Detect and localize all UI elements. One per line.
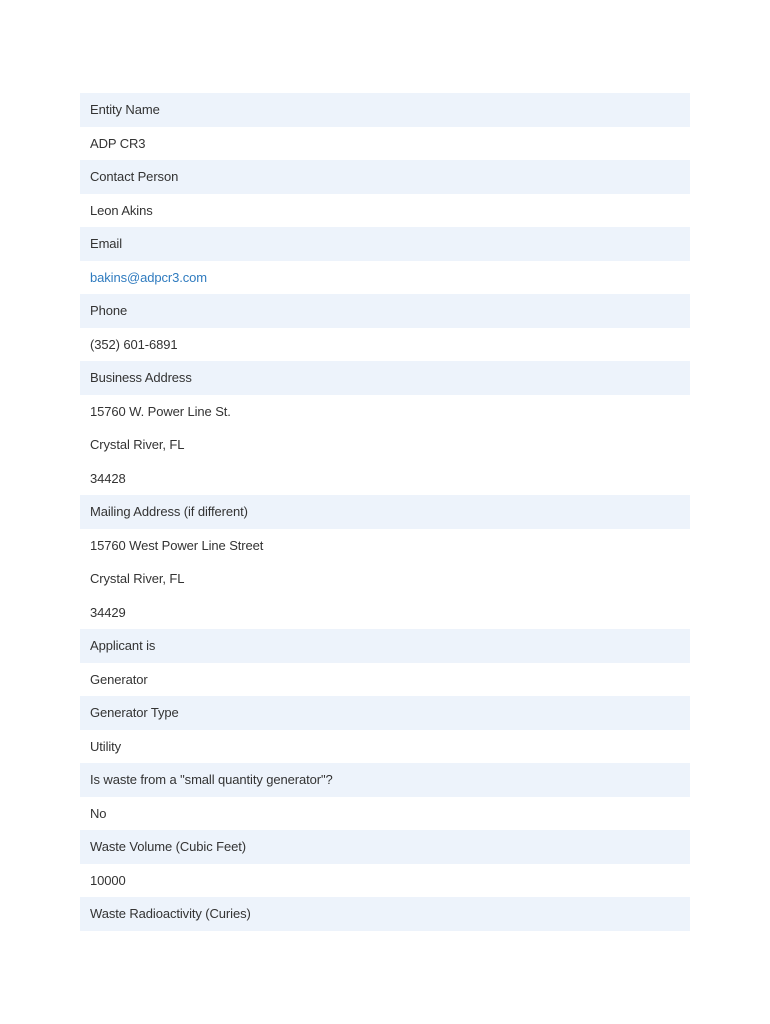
generator-type-label: Generator Type bbox=[80, 696, 690, 730]
mailing-address-zip: 34429 bbox=[80, 596, 690, 630]
mailing-address-street: 15760 West Power Line Street bbox=[80, 529, 690, 563]
contact-person-label: Contact Person bbox=[80, 160, 690, 194]
phone-label: Phone bbox=[80, 294, 690, 328]
business-address-zip: 34428 bbox=[80, 462, 690, 496]
business-address-city-state: Crystal River, FL bbox=[80, 428, 690, 462]
entity-name-value: ADP CR3 bbox=[80, 127, 690, 161]
mailing-address-label: Mailing Address (if different) bbox=[80, 495, 690, 529]
contact-person-value: Leon Akins bbox=[80, 194, 690, 228]
generator-type-value: Utility bbox=[80, 730, 690, 764]
small-quantity-generator-value: No bbox=[80, 797, 690, 831]
email-row bbox=[80, 261, 690, 295]
waste-volume-label: Waste Volume (Cubic Feet) bbox=[80, 830, 690, 864]
mailing-address-city-state: Crystal River, FL bbox=[80, 562, 690, 596]
email-label: Email bbox=[80, 227, 690, 261]
waste-radioactivity-label: Waste Radioactivity (Curies) bbox=[80, 897, 690, 931]
email-link[interactable]: bakins@adpcr3.com bbox=[90, 269, 207, 285]
applicant-is-value: Generator bbox=[80, 663, 690, 697]
business-address-label: Business Address bbox=[80, 361, 690, 395]
small-quantity-generator-label: Is waste from a "small quantity generator"? bbox=[80, 763, 690, 797]
applicant-is-label: Applicant is bbox=[80, 629, 690, 663]
phone-value: (352) 601-6891 bbox=[80, 328, 690, 362]
form-table bbox=[80, 93, 690, 931]
business-address-street: 15760 W. Power Line St. bbox=[80, 395, 690, 429]
entity-name-label: Entity Name bbox=[80, 93, 690, 127]
waste-volume-value: 10000 bbox=[80, 864, 690, 898]
